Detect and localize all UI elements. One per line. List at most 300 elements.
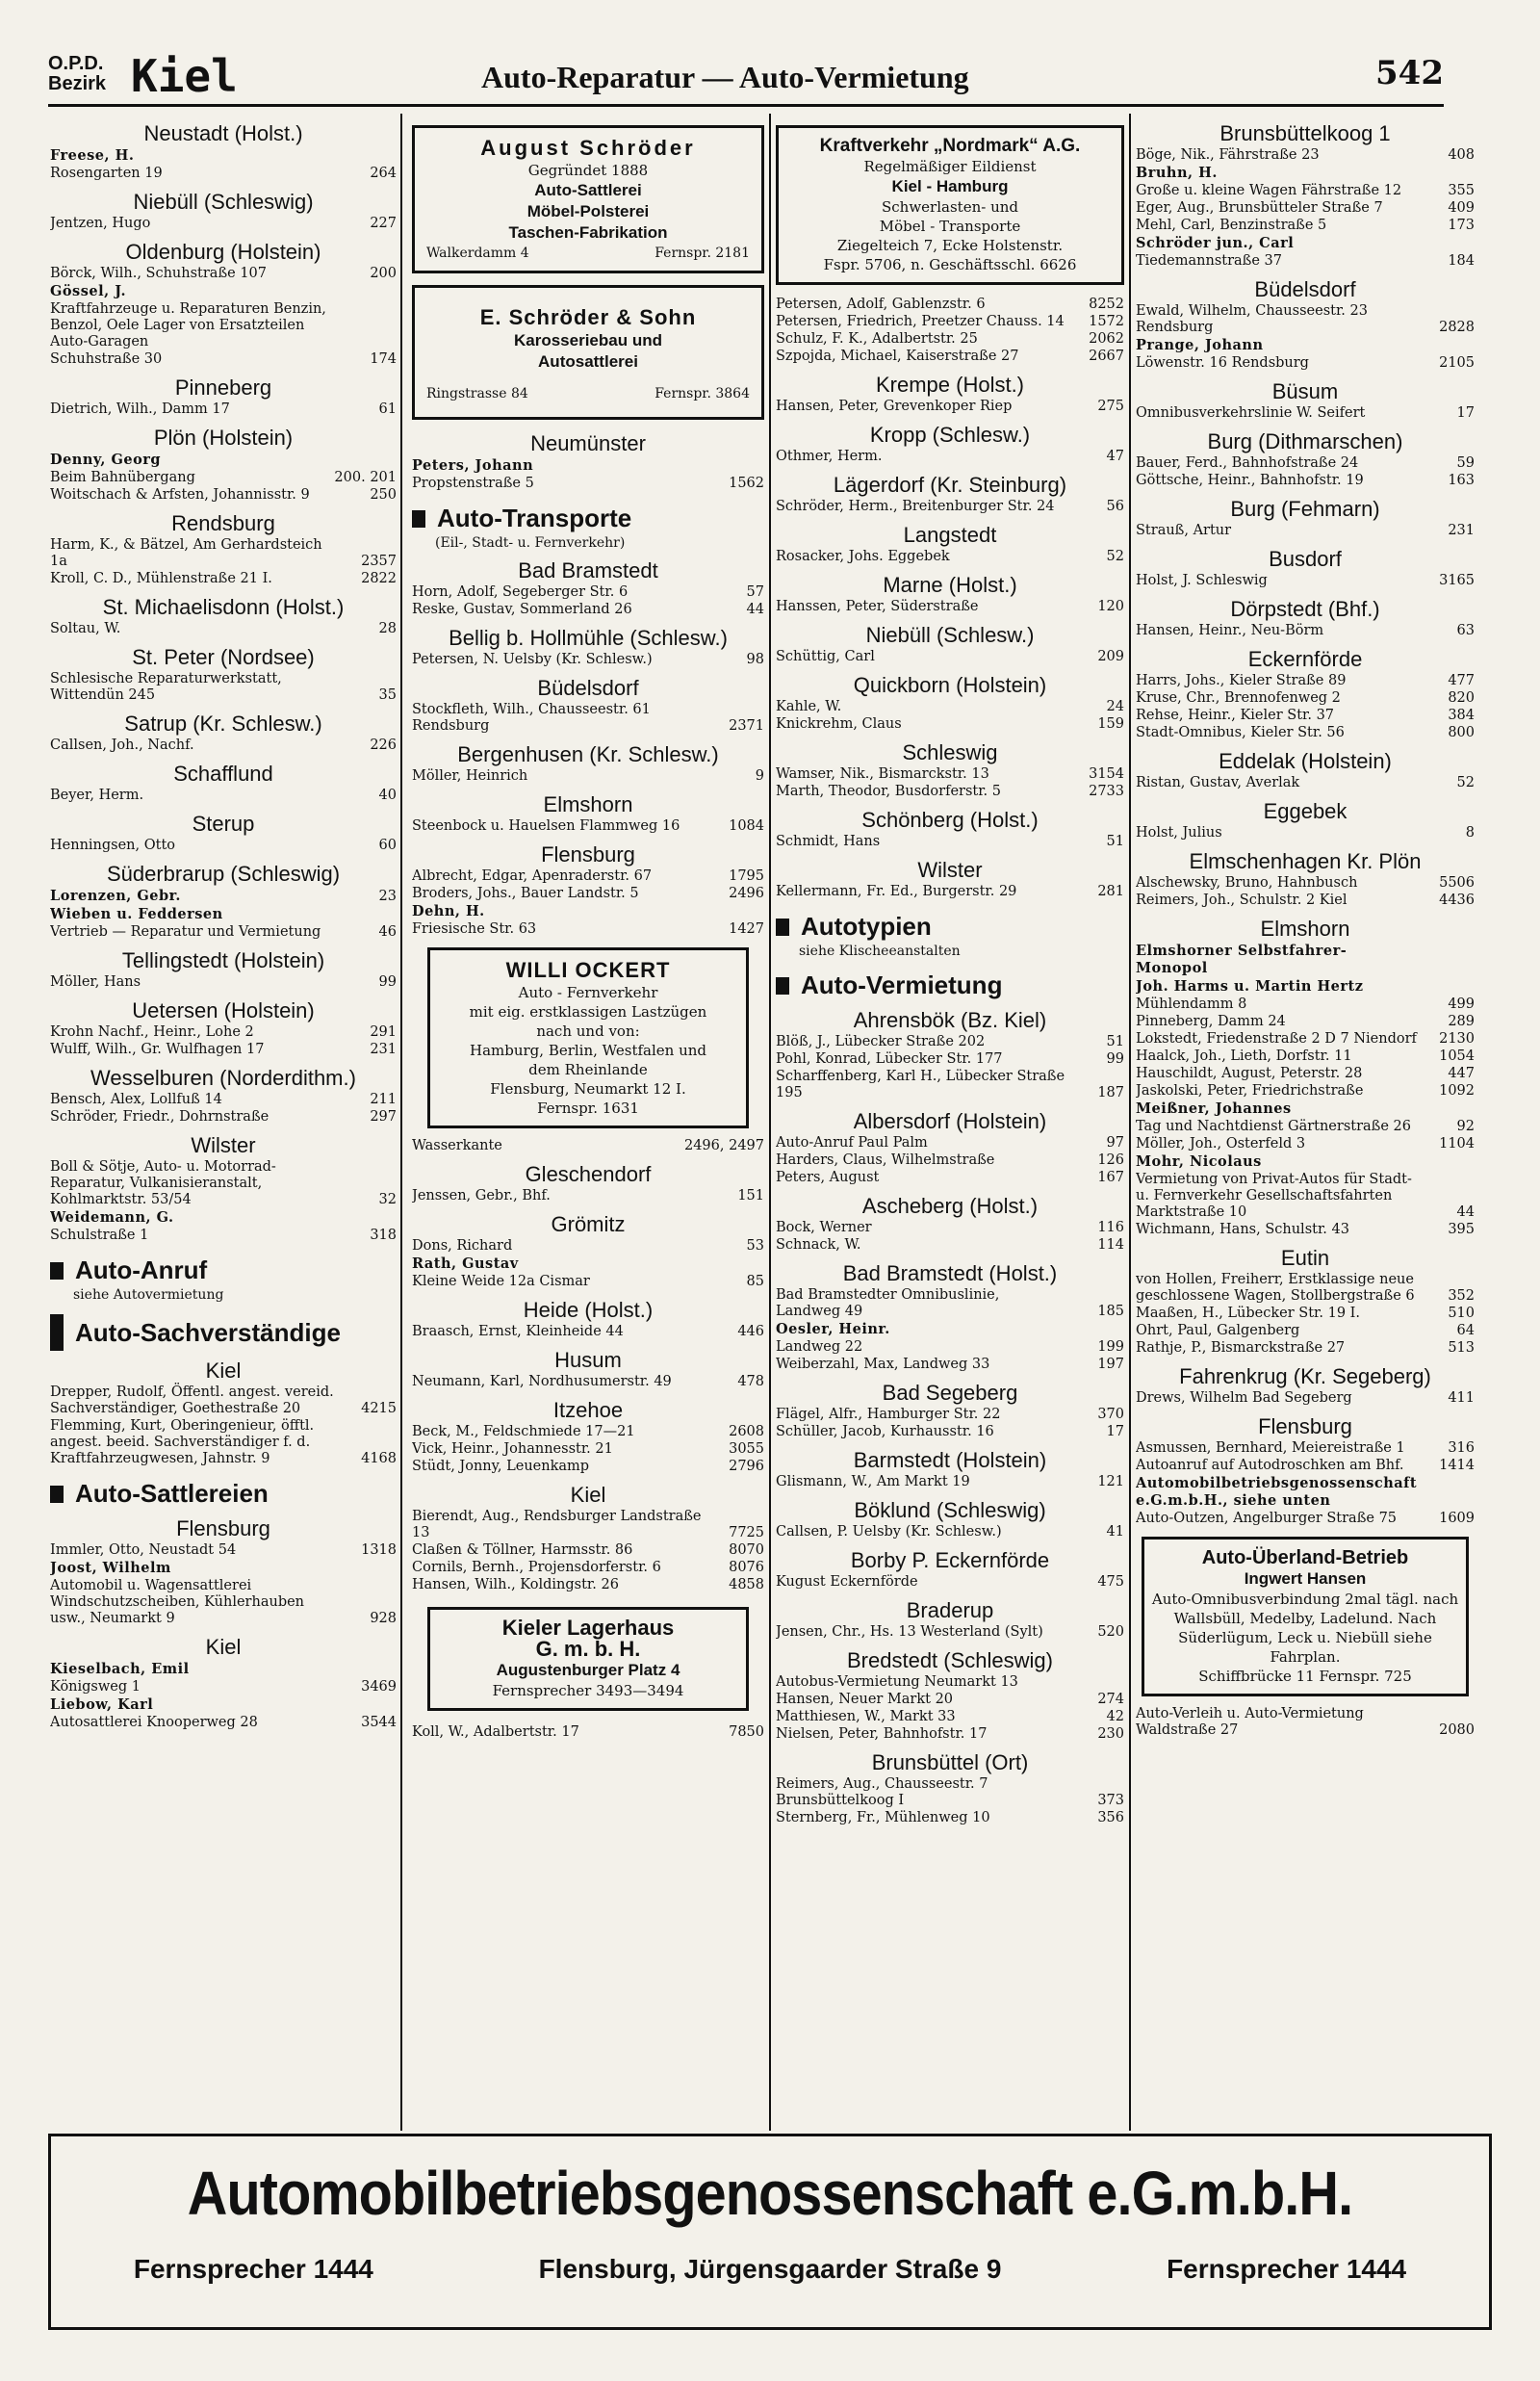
entry-name: Automobil u. Wagensattlerei Windschutzscheiben, Kühlerhauben usw., Neumarkt 9 — [50, 1578, 305, 1626]
entry-name: Möller, Heinrich — [412, 768, 528, 784]
entry-name: Kleine Weide 12a Cismar — [412, 1274, 590, 1289]
place-heading: Sterup — [192, 812, 255, 836]
directory-entry — [1136, 1475, 1475, 1510]
ad-line: G. m. b. H. — [535, 1637, 641, 1661]
directory-entry — [50, 1715, 397, 1731]
place-heading: Burg (Dithmarschen) — [1207, 429, 1403, 453]
entry-name: Tiedemannstraße 37 — [1136, 253, 1282, 269]
entry-name: Harm, K., & Bätzel, Am Gerhardsteich 1a — [50, 537, 322, 569]
page-header — [48, 50, 1444, 107]
directory-entry — [412, 1138, 764, 1154]
directory-entry — [1136, 523, 1475, 539]
entry-phone-number: 447 — [1448, 1066, 1475, 1081]
directory-entry — [1136, 623, 1475, 639]
place-heading: Elmschenhagen Kr. Plön — [1189, 849, 1422, 873]
entry-name: Immler, Otto, Neustadt 54 — [50, 1542, 237, 1558]
place-heading: Quickborn (Holstein) — [853, 673, 1047, 697]
entry-phone-number: 211 — [370, 1092, 397, 1107]
entry-phone-number: 199 — [1097, 1339, 1124, 1355]
entry-name: Kraftfahrzeuge u. Reparaturen Benzin, Benzol, Oele Lager von Ersatzteilen Auto-Garagen — [50, 301, 326, 349]
section-marker — [50, 1262, 64, 1280]
directory-entry — [1136, 1172, 1475, 1221]
section-heading — [776, 912, 1124, 942]
entry-name: Bock, Werner — [776, 1220, 872, 1235]
directory-entry — [776, 716, 1124, 733]
directory-entry — [776, 1574, 1124, 1591]
bottom-ad-address: Flensburg, Jürgensgaarder Straße 9 — [538, 2254, 1002, 2284]
entry-list — [412, 1724, 764, 1741]
entry-name: Reimers, Aug., Chausseestr. 7 Brunsbüttelkoog I — [776, 1776, 988, 1808]
place-heading: Bad Segeberg — [882, 1381, 1018, 1405]
entry-name: Ohrt, Paul, Galgenberg — [1136, 1323, 1300, 1338]
ad-auto-ueberland — [1142, 1537, 1469, 1696]
entry-name: Jenssen, Gebr., Bhf. — [412, 1188, 551, 1203]
entry-phone-number: 173 — [1448, 218, 1475, 233]
entry-phone-number: 17 — [1106, 1424, 1124, 1439]
entry-name: Prange, Johann — [1136, 337, 1264, 353]
entry-phone-number: 197 — [1097, 1357, 1124, 1372]
section-title: Auto-Anruf — [75, 1255, 208, 1284]
entry-phone-number: 4436 — [1439, 893, 1475, 908]
directory-entry — [1136, 1031, 1475, 1048]
entry-name: Petersen, Friedrich, Preetzer Chauss. 14 — [776, 314, 1065, 329]
entry-phone-number: 226 — [370, 738, 397, 753]
entry-name: Sternberg, Fr., Mühlenweg 10 — [776, 1810, 990, 1825]
directory-entry — [50, 301, 397, 350]
place-heading: Böklund (Schleswig) — [854, 1498, 1046, 1522]
entry-name: Auto-Anruf Paul Palm — [776, 1135, 928, 1151]
bottom-advertisement — [48, 2134, 1492, 2330]
entry-phone-number: 44 — [746, 602, 764, 617]
entry-phone-number: 2796 — [729, 1459, 764, 1474]
section-marker — [50, 1314, 64, 1351]
directory-entry — [50, 487, 397, 504]
place-heading: Itzehoe — [552, 1398, 624, 1422]
entry-phone-number: 4168 — [361, 1451, 397, 1466]
place-heading: Uetersen (Holstein) — [132, 998, 315, 1022]
entry-phone-number: 46 — [378, 924, 397, 940]
ad-address: Ringstrasse 84 — [426, 386, 528, 401]
ad-address-row — [421, 244, 756, 263]
entry-phone-number: 2371 — [729, 718, 764, 734]
entry-phone-number: 928 — [370, 1611, 397, 1626]
directory-entry — [412, 868, 764, 885]
section-heading — [412, 504, 764, 533]
entry-phone-number: 185 — [1097, 1304, 1124, 1319]
entry-phone-number: 274 — [1097, 1692, 1124, 1707]
directory-entry — [1136, 1340, 1475, 1357]
directory-entry — [776, 314, 1124, 330]
entry-name: Landweg 22 — [776, 1339, 863, 1355]
ad-e-schroeder-sohn — [412, 285, 764, 420]
entry-phone-number: 99 — [378, 974, 397, 990]
entry-phone-number: 231 — [1448, 523, 1475, 538]
entry-name: Autosattlerei Knooperweg 28 — [50, 1715, 258, 1730]
directory-entry — [1136, 1272, 1475, 1305]
entry-name: Weidemann, G. — [50, 1209, 174, 1226]
ad-kieler-lagerhaus — [427, 1607, 749, 1711]
entry-name: Propstenstraße 5 — [412, 476, 534, 491]
entry-phone-number: 3469 — [361, 1679, 397, 1695]
directory-entry — [412, 584, 764, 601]
directory-entry — [776, 1692, 1124, 1708]
entry-name: Jensen, Chr., Hs. 13 Westerland (Sylt) — [776, 1624, 1043, 1640]
entry-phone-number: 200. 201 — [334, 470, 397, 485]
entry-phone-number: 5506 — [1439, 875, 1475, 891]
place-heading: Schleswig — [902, 740, 998, 764]
place-heading: Kiel — [205, 1359, 242, 1383]
directory-entry — [412, 1560, 764, 1576]
directory-entry — [776, 1237, 1124, 1254]
directory-entry — [776, 1051, 1124, 1068]
directory-entry — [1136, 1458, 1475, 1474]
directory-entry — [50, 1209, 397, 1227]
section-note: siehe Klischeeanstalten — [799, 944, 961, 959]
ad-address: Walkerdamm 4 — [426, 246, 529, 261]
entry-phone-number: 2828 — [1439, 320, 1475, 335]
ad-line: Ingwert Hansen — [1244, 1569, 1367, 1588]
district-label — [48, 54, 106, 94]
entry-name: Marth, Theodor, Busdorferstr. 5 — [776, 784, 1002, 799]
entry-name: Auto-Verleih u. Auto-Vermietung Waldstraße 27 — [1136, 1706, 1364, 1738]
ad-line: Schwerlasten- und — [882, 198, 1018, 216]
directory-entry — [50, 838, 397, 854]
ad-title: WILLI OCKERT — [505, 958, 671, 982]
directory-entry — [50, 1542, 397, 1559]
ad-phone: Fernspr. 2181 — [654, 246, 750, 261]
entry-phone-number: 297 — [370, 1109, 397, 1125]
directory-entry — [1136, 183, 1475, 199]
place-heading: Wilster — [191, 1133, 256, 1157]
ad-line: Möbel - Transporte — [879, 218, 1021, 235]
directory-entry — [412, 702, 764, 735]
directory-entry — [776, 331, 1124, 348]
directory-entry — [50, 924, 397, 941]
entry-name: Kellermann, Fr. Ed., Burgerstr. 29 — [776, 884, 1017, 899]
entry-phone-number: 478 — [737, 1374, 764, 1389]
ad-phone: Fernspr. 3864 — [654, 386, 750, 401]
directory-entry — [776, 549, 1124, 565]
entry-name: Knickrehm, Claus — [776, 716, 902, 732]
entry-name: Vick, Heinr., Johannesstr. 21 — [412, 1441, 613, 1457]
entry-name: Blöß, J., Lübecker Straße 202 — [776, 1034, 986, 1049]
entry-name: Holst, Julius — [1136, 825, 1222, 841]
place-heading: Büdelsdorf — [1254, 277, 1356, 301]
entry-name: Stockfleth, Wilh., Chausseestr. 61 Rendsburg — [412, 702, 651, 734]
directory-entry — [1136, 1306, 1475, 1322]
place-heading: Wesselburen (Norderdithm.) — [90, 1066, 356, 1090]
entry-list — [1136, 1706, 1475, 1739]
entry-name: Oesler, Heinr. — [776, 1321, 890, 1337]
ad-line: Gegründet 1888 — [527, 162, 649, 179]
place-heading: Ascheberg (Holst.) — [861, 1194, 1039, 1218]
directory-entry — [776, 1357, 1124, 1373]
entry-name: Friesische Str. 63 — [412, 921, 537, 937]
directory-entry — [1136, 943, 1475, 977]
section-title: Autotypien — [801, 912, 932, 941]
directory-entry — [1136, 996, 1475, 1013]
directory-entry — [412, 1374, 764, 1390]
place-heading: Kiel — [205, 1635, 242, 1659]
entry-name: Drepper, Rudolf, Öffentl. angest. vereid. Sachverständiger, Goethestraße 20 — [50, 1385, 334, 1416]
entry-phone-number: 411 — [1448, 1390, 1475, 1406]
entry-list — [412, 431, 764, 938]
entry-name: Peters, August — [776, 1170, 880, 1185]
directory-entry — [50, 1159, 397, 1208]
place-heading: Bellig b. Hollmühle (Schlesw.) — [449, 626, 728, 650]
entry-phone-number: 264 — [370, 166, 397, 181]
place-heading: Plön (Holstein) — [153, 426, 294, 450]
place-heading: Niebüll (Schlesw.) — [865, 623, 1035, 647]
ad-title: Auto-Überland-Betrieb — [1201, 1547, 1409, 1568]
directory-entry — [776, 1674, 1124, 1691]
place-heading: Neumünster — [530, 431, 646, 455]
ad-title: August Schröder — [480, 136, 696, 160]
directory-entry — [1136, 893, 1475, 909]
entry-phone-number: 56 — [1106, 499, 1124, 514]
directory-entry — [412, 1441, 764, 1458]
entry-name: Asmussen, Bernhard, Meiereistraße 1 — [1136, 1440, 1405, 1456]
directory-entry — [412, 1542, 764, 1559]
entry-name: Henningsen, Otto — [50, 838, 176, 853]
directory-entry — [776, 1624, 1124, 1641]
place-heading: Albersdorf (Holstein) — [853, 1109, 1047, 1133]
directory-entry — [412, 476, 764, 492]
entry-name: Petersen, Adolf, Gablenzstr. 6 — [776, 297, 986, 312]
place-heading: Eggebek — [1263, 799, 1348, 823]
directory-entry — [1136, 165, 1475, 182]
entry-phone-number: 35 — [378, 687, 397, 703]
place-heading: Ahrensbök (Bz. Kiel) — [853, 1008, 1047, 1032]
directory-entry — [776, 1152, 1124, 1169]
entry-phone-number: 92 — [1456, 1119, 1475, 1134]
entry-name: Flägel, Alfr., Hamburger Str. 22 — [776, 1407, 1001, 1422]
directory-entry — [50, 974, 397, 991]
directory-entry — [776, 499, 1124, 515]
directory-entry — [776, 1170, 1124, 1186]
directory-entry — [1136, 1323, 1475, 1339]
entry-phone-number: 98 — [746, 652, 764, 667]
ad-line: Hamburg, Berlin, Westfalen und — [470, 1042, 706, 1059]
place-heading: St. Michaelisdonn (Holst.) — [102, 595, 345, 619]
directory-entry — [412, 1238, 764, 1255]
ad-line: mit eig. erstklassigen Lastzügen — [469, 1003, 707, 1021]
directory-entry — [412, 457, 764, 475]
entry-phone-number: 395 — [1448, 1222, 1475, 1237]
section-title: Auto-Vermietung — [801, 971, 1003, 999]
entry-name: Göttsche, Heinr., Bahnhofstr. 19 — [1136, 473, 1364, 488]
page-number: 542 — [1375, 54, 1444, 92]
entry-name: Auto-Outzen, Angelburger Straße 75 — [1136, 1511, 1398, 1526]
entry-phone-number: 2496, 2497 — [683, 1138, 764, 1153]
entry-phone-number: 3165 — [1439, 573, 1475, 588]
directory-entry — [1136, 355, 1475, 372]
entry-name: Beim Bahnübergang — [50, 470, 195, 485]
entry-phone-number: 99 — [1106, 1051, 1124, 1067]
entry-phone-number: 7725 — [729, 1525, 764, 1540]
entry-name: Reimers, Joh., Schulstr. 2 Kiel — [1136, 893, 1348, 908]
entry-name: Wasserkante — [412, 1138, 502, 1153]
place-heading: Lägerdorf (Kr. Steinburg) — [833, 473, 1067, 497]
entry-name: Rosengarten 19 — [50, 166, 163, 181]
place-heading: Pinneberg — [174, 375, 272, 400]
directory-entry — [50, 888, 397, 905]
entry-name: Nielsen, Peter, Bahnhofstr. 17 — [776, 1726, 988, 1742]
place-heading: Eckernförde — [1247, 647, 1363, 671]
directory-entry — [50, 452, 397, 469]
place-heading: Krempe (Holst.) — [875, 373, 1025, 397]
directory-entry — [776, 1220, 1124, 1236]
entry-phone-number: 7850 — [729, 1724, 764, 1740]
entry-name: Löwenstr. 16 Rendsburg — [1136, 355, 1309, 371]
entry-name: Drews, Wilhelm Bad Segeberg — [1136, 1390, 1352, 1406]
entry-phone-number: 59 — [1456, 455, 1475, 471]
entry-name: Schmidt, Hans — [776, 834, 881, 849]
entry-name: Wamser, Nik., Bismarckstr. 13 — [776, 766, 989, 782]
entry-name: Stüdt, Jonny, Leuenkamp — [412, 1459, 590, 1474]
entry-phone-number: 41 — [1106, 1524, 1124, 1540]
entry-name: Maaßen, H., Lübecker Str. 19 I. — [1136, 1306, 1361, 1321]
entry-phone-number: 250 — [370, 487, 397, 503]
directory-entry — [776, 1135, 1124, 1152]
directory-entry — [1136, 1153, 1475, 1171]
entry-name: Weiberzahl, Max, Landweg 33 — [776, 1357, 990, 1372]
entry-name: Kieselbach, Emil — [50, 1661, 190, 1677]
entry-phone-number: 52 — [1106, 549, 1124, 564]
entry-name: Peters, Johann — [412, 457, 534, 474]
entry-name: Börck, Wilh., Schuhstraße 107 — [50, 266, 267, 281]
entry-phone-number: 4858 — [729, 1577, 764, 1592]
opd-label: O.P.D. — [48, 53, 104, 74]
entry-name: Szpojda, Michael, Kaiserstraße 27 — [776, 349, 1019, 364]
entry-phone-number: 120 — [1097, 599, 1124, 614]
ad-willi-ockert — [427, 947, 749, 1128]
directory-entry — [776, 1424, 1124, 1440]
bottom-ad-phone-left: Fernsprecher 1444 — [133, 2254, 373, 2284]
directory-entry — [412, 903, 764, 920]
place-heading: Eddelak (Holstein) — [1219, 749, 1392, 773]
entry-phone-number: 209 — [1097, 649, 1124, 664]
section-heading — [776, 971, 1124, 1000]
ad-line: Taschen-Fabrikation — [508, 223, 668, 242]
place-heading: Büsum — [1271, 379, 1339, 403]
directory-entry — [1136, 1066, 1475, 1082]
directory-entry — [50, 1418, 397, 1467]
column-2 — [412, 114, 764, 2126]
entry-name: Schröder, Friedr., Dohrnstraße — [50, 1109, 270, 1125]
ad-line: dem Rheinlande — [528, 1061, 648, 1078]
directory-entry — [776, 1726, 1124, 1743]
directory-entry — [776, 1034, 1124, 1050]
entry-name: Schlesische Reparaturwerkstatt, Wittendün 245 — [50, 671, 282, 703]
entry-phone-number: 230 — [1097, 1726, 1124, 1742]
entry-phone-number: 291 — [370, 1024, 397, 1040]
section-heading — [50, 1314, 397, 1351]
entry-name: Rathje, P., Bismarckstraße 27 — [1136, 1340, 1346, 1356]
ad-line: Auto-Omnibusverbindung 2mal tägl. nach Wallsbüll, Medelby, Ladelund. Nach Süderlügum, Leck u. Niebüll siehe Fahrplan. — [1151, 1591, 1459, 1666]
entry-phone-number: 2105 — [1439, 355, 1475, 371]
entry-phone-number: 318 — [370, 1228, 397, 1243]
ad-line: Regelmäßiger Eildienst — [863, 158, 1037, 175]
entry-phone-number: 8252 — [1089, 297, 1124, 312]
place-heading: Satrup (Kr. Schlesw.) — [124, 712, 322, 736]
column-divider — [1129, 114, 1131, 2131]
entry-phone-number: 446 — [737, 1324, 764, 1339]
place-heading: Elmshorn — [543, 792, 633, 816]
entry-phone-number: 61 — [378, 401, 397, 417]
entry-phone-number: 32 — [378, 1192, 397, 1207]
entry-phone-number: 159 — [1097, 716, 1124, 732]
entry-phone-number: 1084 — [729, 818, 764, 834]
entry-name: Dehn, H. — [412, 903, 485, 919]
entry-phone-number: 800 — [1448, 725, 1475, 740]
directory-entry — [1136, 775, 1475, 791]
entry-phone-number: 408 — [1448, 147, 1475, 163]
entry-phone-number: 373 — [1097, 1793, 1124, 1808]
entry-name: Jaskolski, Peter, Friedrichstraße — [1136, 1083, 1364, 1099]
entry-name: Möller, Joh., Osterfeld 3 — [1136, 1136, 1306, 1152]
entry-name: Dietrich, Wilh., Damm 17 — [50, 401, 230, 417]
directory-entry — [50, 283, 397, 300]
directory-entry — [412, 1274, 764, 1290]
directory-entry — [1136, 1100, 1475, 1118]
entry-phone-number: 114 — [1097, 1237, 1124, 1253]
directory-entry — [1136, 1014, 1475, 1030]
directory-entry — [50, 1228, 397, 1244]
directory-entry — [1136, 690, 1475, 707]
place-heading: Kiel — [570, 1483, 606, 1507]
entry-phone-number: 44 — [1456, 1204, 1475, 1220]
entry-phone-number: 1609 — [1439, 1511, 1475, 1526]
directory-entry — [776, 399, 1124, 415]
directory-entry — [50, 1661, 397, 1678]
entry-list — [776, 297, 1124, 1826]
place-heading: Brunsbüttelkoog 1 — [1219, 121, 1391, 145]
directory-entry — [776, 1339, 1124, 1356]
entry-name: Schröder, Herm., Breitenburger Str. 24 — [776, 499, 1055, 514]
entry-name: Hanssen, Peter, Süderstraße — [776, 599, 979, 614]
entry-phone-number: 475 — [1097, 1574, 1124, 1590]
directory-entry — [50, 738, 397, 754]
entry-name: Woitschach & Arfsten, Johannisstr. 9 — [50, 487, 310, 503]
section-heading — [50, 1479, 397, 1509]
directory-entry — [50, 1042, 397, 1058]
directory-entry — [776, 699, 1124, 715]
entry-phone-number: 2062 — [1089, 331, 1124, 347]
entry-phone-number: 1104 — [1439, 1136, 1475, 1152]
entry-name: Koll, W., Adalbertstr. 17 — [412, 1724, 579, 1740]
directory-entry — [50, 1560, 397, 1577]
place-heading: Schafflund — [173, 762, 273, 786]
entry-name: Soltau, W. — [50, 621, 121, 636]
entry-name: Automobilbetriebsgenossenschaft e.G.m.b.H., siehe unten — [1136, 1475, 1418, 1509]
entry-phone-number: 409 — [1448, 200, 1475, 216]
place-heading: Borby P. Eckernförde — [850, 1548, 1050, 1572]
directory-entry — [412, 1324, 764, 1340]
ad-line: Ziegelteich 7, Ecke Holstenstr. — [836, 237, 1064, 254]
ad-august-schroeder — [412, 125, 764, 273]
directory-entry — [412, 1188, 764, 1204]
ad-line: Flensburg, Neumarkt 12 I. — [490, 1080, 686, 1098]
entry-phone-number: 3154 — [1089, 766, 1124, 782]
entry-phone-number: 28 — [378, 621, 397, 636]
directory-entry — [1136, 253, 1475, 270]
entry-name: Rath, Gustav — [412, 1255, 519, 1272]
entry-name: Braasch, Ernst, Kleinheide 44 — [412, 1324, 624, 1339]
entry-phone-number: 57 — [746, 584, 764, 600]
entry-phone-number: 24 — [1106, 699, 1124, 714]
entry-phone-number: 1414 — [1439, 1458, 1475, 1473]
